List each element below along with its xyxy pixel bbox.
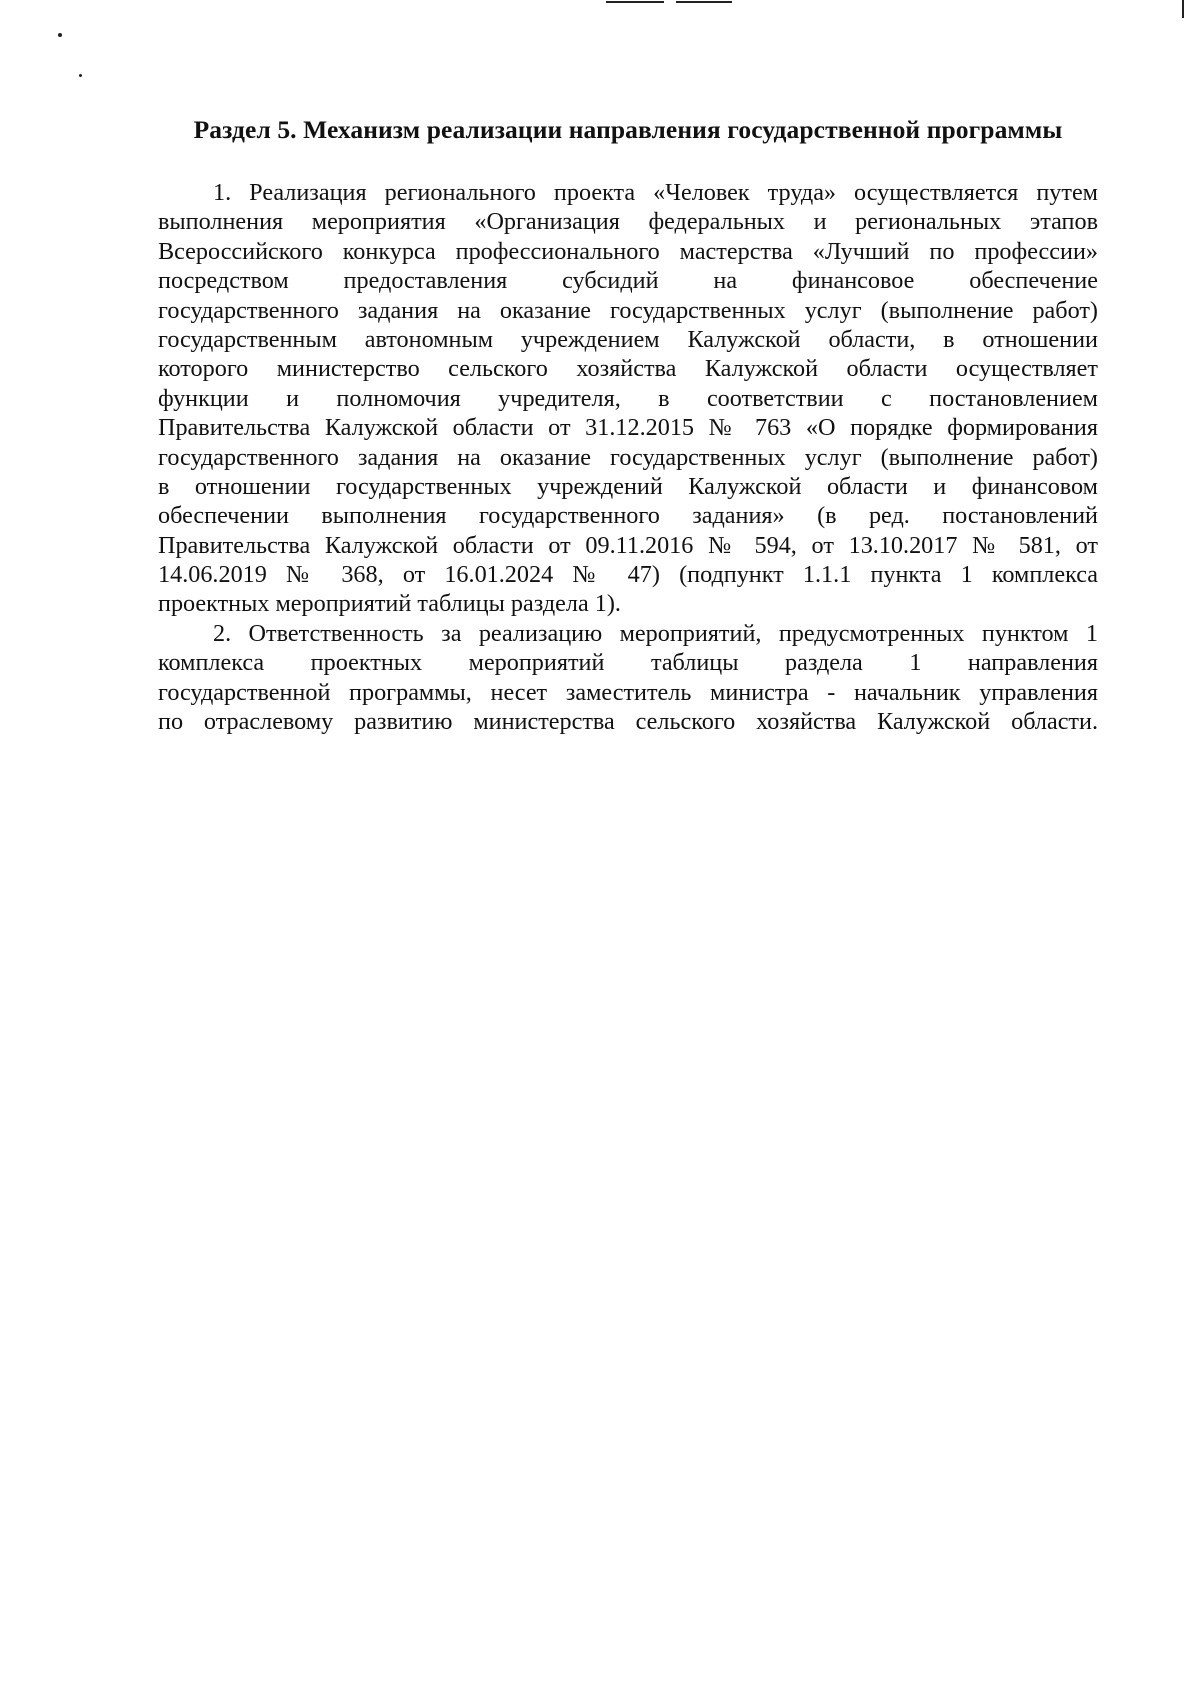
text-line: которого министерство сельского хозяйства Калужской области осуществляет <box>158 355 1098 383</box>
text-line: Правительства Калужской области от 31.12.2015 № 763 «О порядке формирования <box>158 414 1098 442</box>
text-line: в отношении государственных учреждений Калужской области и финансовом <box>158 472 1098 500</box>
paragraph-2 <box>158 619 1098 737</box>
scan-artifact-top <box>606 0 738 4</box>
text-line: посредством предоставления субсидий на финансовое обеспечение <box>158 267 1098 295</box>
section-body <box>158 178 1098 736</box>
text-line: обеспечении выполнения государственного задания» (в ред. постановлений <box>158 502 1098 530</box>
text-line: выполнения мероприятия «Организация федеральных и региональных этапов <box>158 208 1098 236</box>
text-line: Всероссийского конкурса профессионального мастерства «Лучший по профессии» <box>158 237 1098 265</box>
text-line: комплекса проектных мероприятий таблицы раздела 1 направления <box>158 649 1098 677</box>
text-line: 1. Реализация регионального проекта «Человек труда» осуществляется путем <box>213 179 1098 206</box>
text-line: Правительства Калужской области от 09.11.2016 № 594, от 13.10.2017 № 581, от <box>158 531 1098 559</box>
scan-artifact-right-edge <box>1182 0 1184 18</box>
text-line: 14.06.2019 № 368, от 16.01.2024 № 47) (подпункт 1.1.1 пункта 1 комплекса <box>158 561 1098 589</box>
text-line: по отраслевому развитию министерства сельского хозяйства Калужской области. <box>158 708 1098 736</box>
paragraph-1 <box>158 178 1098 619</box>
text-line: государственной программы, несет заместитель министра - начальник управления <box>158 678 1098 706</box>
text-line: государственного задания на оказание государственных услуг (выполнение работ) <box>158 296 1098 324</box>
text-line: государственного задания на оказание государственных услуг (выполнение работ) <box>158 443 1098 471</box>
section-heading: Раздел 5. Механизм реализации направления государственной программы <box>193 115 1063 144</box>
scan-dot <box>58 33 62 37</box>
text-line: функции и полномочия учредителя, в соответствии с постановлением <box>158 384 1098 412</box>
text-line: проектных мероприятий таблицы раздела 1). <box>158 590 621 618</box>
scan-dot <box>79 74 82 77</box>
text-line: государственным автономным учреждением Калужской области, в отношении <box>158 325 1098 353</box>
text-line: 2. Ответственность за реализацию мероприятий, предусмотренных пунктом 1 <box>213 619 1098 647</box>
